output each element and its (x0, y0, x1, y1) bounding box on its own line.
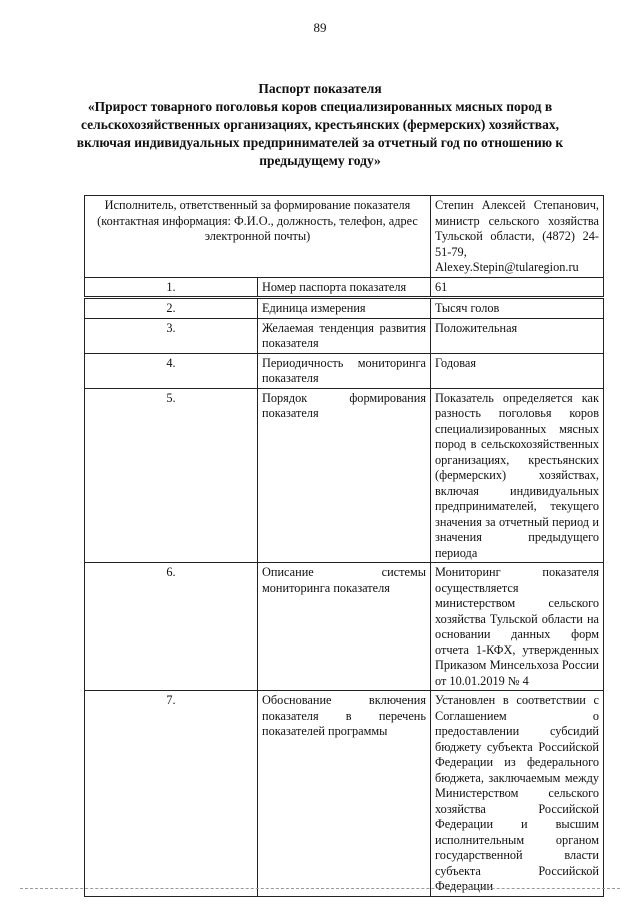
table-row (85, 277, 604, 298)
row-label: Описание системы мониторинга показателя (258, 563, 431, 691)
scan-artifact-line (20, 888, 620, 891)
row-label: Периодичность мониторинга показателя (258, 353, 431, 388)
row-label: Номер паспорта показателя (258, 277, 431, 298)
row-value: Годовая (431, 353, 604, 388)
table-row (85, 318, 604, 353)
row-value: Положительная (431, 318, 604, 353)
row-value: 61 (431, 277, 604, 298)
row-number: 5. (85, 388, 258, 563)
row-value: Показатель определяется как разность поголовья коров специализированных мясных пород в сельскохозяйственных организациях, крестьянских (фермерских) хозяйствах, включая индивидуальных предпринимателей, текущего значения за отчетный период и значения предыдущего периода (431, 388, 604, 563)
row-number: 6. (85, 563, 258, 691)
document-title (60, 80, 580, 170)
executor-value: Степин Алексей Степанович, министр сельского хозяйства Тульской области, (4872) 24-51-79, Alexey.Stepin@tularegion.ru (431, 196, 604, 278)
row-label: Обоснование включения показателя в перечень показателей программы (258, 691, 431, 897)
row-value: Установлен в соответствии с Соглашением о предоставлении субсидий бюджету субъекта Российской Федерации из федерального бюджета, заключаемым между Министерством сельского хозяйства Российской Федерации и высшим исполнительным органом государственной власти субъекта Российской Федерации (431, 691, 604, 897)
title-subtitle: «Прирост товарного поголовья коров специализированных мясных пород в сельскохозяйственных организациях, крестьянских (фермерских) хозяйствах, включая индивидуальных предпринимателей за отчетный год по отношению к предыдущему году» (76, 99, 564, 168)
row-label: Единица измерения (258, 298, 431, 319)
executor-label: Исполнитель, ответственный за формирование показателя (контактная информация: Ф.И.О., должность, телефон, адрес электронной почты) (85, 196, 431, 278)
row-label: Порядок формирования показателя (258, 388, 431, 563)
row-value: Мониторинг показателя осуществляется министерством сельского хозяйства Тульской области на основании данных форм отчета 1-КФХ, утвержденных Приказом Минсельхоза России от 10.01.2019 № 4 (431, 563, 604, 691)
table-row (85, 353, 604, 388)
table-row (85, 563, 604, 691)
table-header-row (85, 196, 604, 278)
table-row (85, 691, 604, 897)
title-heading: Паспорт показателя (258, 81, 382, 96)
row-label: Желаемая тенденция развития показателя (258, 318, 431, 353)
row-number: 4. (85, 353, 258, 388)
row-value: Тысяч голов (431, 298, 604, 319)
row-number: 7. (85, 691, 258, 897)
row-number: 2. (85, 298, 258, 319)
row-number: 3. (85, 318, 258, 353)
table-row (85, 298, 604, 319)
table-row (85, 388, 604, 563)
row-number: 1. (85, 277, 258, 298)
page-number: 89 (313, 20, 327, 35)
passport-table (84, 195, 604, 897)
